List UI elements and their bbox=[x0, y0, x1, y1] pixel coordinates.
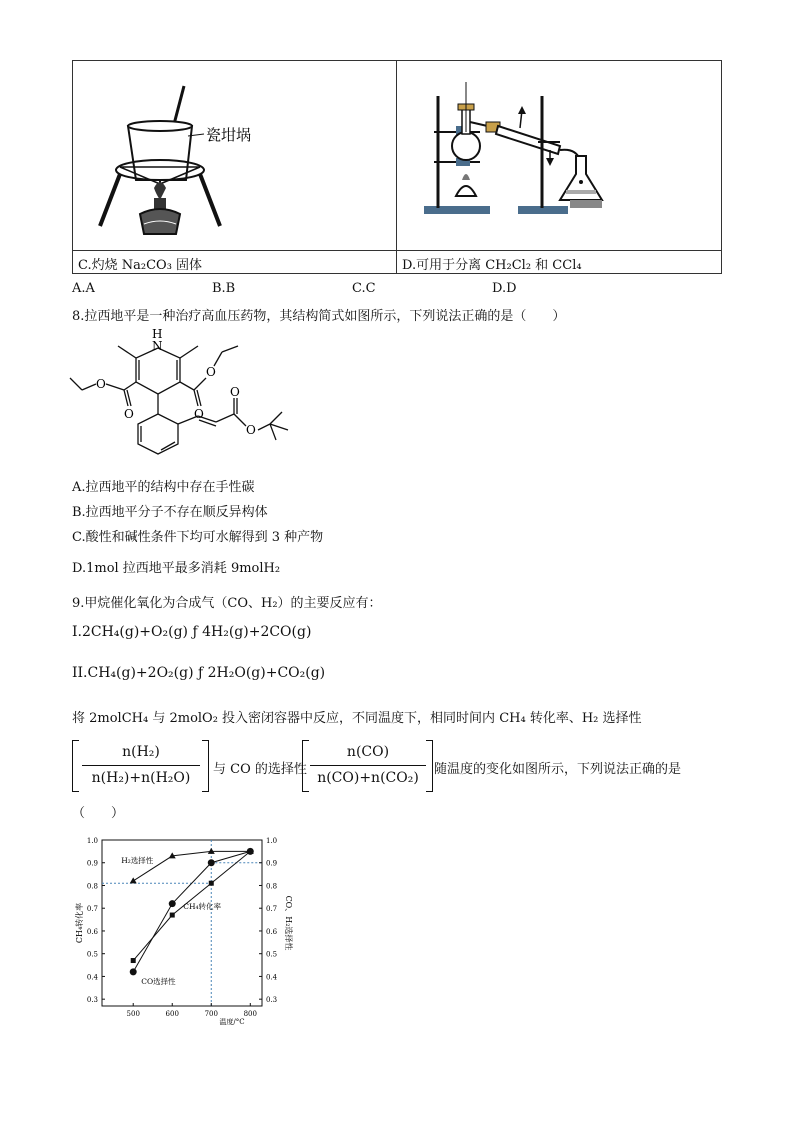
q7-option-a: A.A bbox=[72, 281, 95, 296]
q9-text-1: 将 2molCH₄ 与 2molO₂ 投入密闭容器中反应，不同温度下，相同时间内 CH₄ 转化率、H₂ 选择性 bbox=[72, 711, 642, 726]
co-frac-num: n(CO) bbox=[346, 744, 390, 760]
option-d-cell: D.可用于分离 CH₂Cl₂ 和 CCl₄ bbox=[402, 258, 582, 273]
x-tick-label: 600 bbox=[165, 1010, 179, 1018]
lacidipine-structure bbox=[66, 326, 306, 472]
data-point-circle bbox=[247, 848, 254, 855]
y-tick-label-right: 0.5 bbox=[266, 950, 278, 959]
selectivity-chart bbox=[72, 828, 322, 1028]
h2-frac-num: n(H₂) bbox=[122, 744, 160, 760]
data-point-square bbox=[131, 958, 136, 963]
y-axis-label-right: CO、H₂选择性 bbox=[284, 895, 293, 951]
y-tick-label: 0.5 bbox=[86, 950, 98, 959]
q7-option-d: D.D bbox=[492, 281, 517, 296]
svg-text:O: O bbox=[206, 365, 216, 379]
q9-text-2: 随温度的变化如图所示，下列说法正确的是 bbox=[434, 762, 682, 777]
y-tick-label: 0.9 bbox=[86, 859, 98, 868]
y-tick-label: 0.4 bbox=[86, 973, 98, 982]
y-tick-label: 0.8 bbox=[86, 882, 98, 891]
crucible-label: 瓷坩埚 bbox=[206, 126, 252, 144]
h2-frac-den: n(H₂)+n(H₂O) bbox=[91, 770, 191, 786]
svg-text:O: O bbox=[194, 407, 204, 421]
data-point-triangle bbox=[130, 877, 137, 883]
x-tick-label: 800 bbox=[243, 1010, 257, 1018]
x-tick-label: 500 bbox=[126, 1010, 140, 1018]
distillation-apparatus-figure bbox=[400, 64, 718, 248]
y-tick-label: 0.6 bbox=[86, 927, 98, 936]
svg-text:O: O bbox=[124, 407, 134, 421]
y-tick-label-right: 0.4 bbox=[266, 973, 278, 982]
svg-text:O: O bbox=[230, 385, 240, 399]
series-label: H₂选择性 bbox=[121, 855, 154, 865]
q8-option-c: C.酸性和碱性条件下均可水解得到 3 种产物 bbox=[72, 530, 324, 545]
y-tick-label: 0.7 bbox=[86, 905, 98, 914]
data-point-circle bbox=[169, 900, 176, 907]
crucible-apparatus-figure bbox=[76, 64, 392, 248]
svg-text:O: O bbox=[246, 423, 256, 437]
data-point-circle bbox=[208, 859, 215, 866]
selectivity-formula bbox=[72, 740, 722, 792]
option-c-cell: C.灼烧 Na₂CO₃ 固体 bbox=[78, 258, 203, 273]
x-tick-label: 700 bbox=[204, 1010, 218, 1018]
co-frac-den: n(CO)+n(CO₂) bbox=[317, 770, 419, 786]
series-label: CO选择性 bbox=[141, 976, 176, 986]
y-tick-label-right: 0.7 bbox=[266, 905, 278, 914]
reaction-2: II.CH₄(g)+2O₂(g) ƒ 2H₂O(g)+CO₂(g) bbox=[72, 665, 326, 681]
data-point-square bbox=[209, 881, 214, 886]
svg-text:O: O bbox=[96, 377, 106, 391]
y-tick-label-right: 0.9 bbox=[266, 859, 278, 868]
q9-paren: （ ） bbox=[72, 806, 125, 821]
y-tick-label-right: 1.0 bbox=[266, 837, 278, 845]
nh-label: H bbox=[152, 327, 163, 341]
q8-option-b: B.拉西地平分子不存在顺反异构体 bbox=[72, 505, 268, 520]
table-divider bbox=[396, 60, 397, 274]
y-tick-label: 0.3 bbox=[86, 996, 98, 1005]
series-label: CH₄转化率 bbox=[183, 902, 222, 912]
q7-option-b: B.B bbox=[212, 281, 236, 296]
y-tick-label-right: 0.6 bbox=[266, 927, 278, 936]
data-point-square bbox=[170, 913, 175, 918]
data-point-circle bbox=[130, 968, 137, 975]
co-selectivity-text: 与 CO 的选择性 bbox=[213, 762, 307, 777]
reaction-1: I.2CH₄(g)+O₂(g) ƒ 4H₂(g)+2CO(g) bbox=[72, 624, 312, 640]
x-axis-label: 温度/°C bbox=[219, 1018, 245, 1026]
table-row-divider bbox=[72, 250, 722, 251]
q7-option-c: C.C bbox=[352, 281, 376, 296]
y-tick-label: 1.0 bbox=[86, 837, 98, 845]
y-axis-label-left: CH₄转化率 bbox=[75, 902, 84, 944]
n-atom-label: N bbox=[152, 339, 163, 353]
q8-option-a: A.拉西地平的结构中存在手性碳 bbox=[72, 480, 255, 495]
q9-stem: 9.甲烷催化氧化为合成气（CO、H₂）的主要反应有： bbox=[72, 596, 382, 611]
y-tick-label-right: 0.3 bbox=[266, 996, 278, 1005]
y-tick-label-right: 0.8 bbox=[266, 882, 278, 891]
q8-stem: 8.拉西地平是一种治疗高血压药物，其结构简式如图所示，下列说法正确的是（ ） bbox=[72, 309, 566, 324]
q8-option-d: D.1mol 拉西地平最多消耗 9molH₂ bbox=[72, 561, 281, 576]
